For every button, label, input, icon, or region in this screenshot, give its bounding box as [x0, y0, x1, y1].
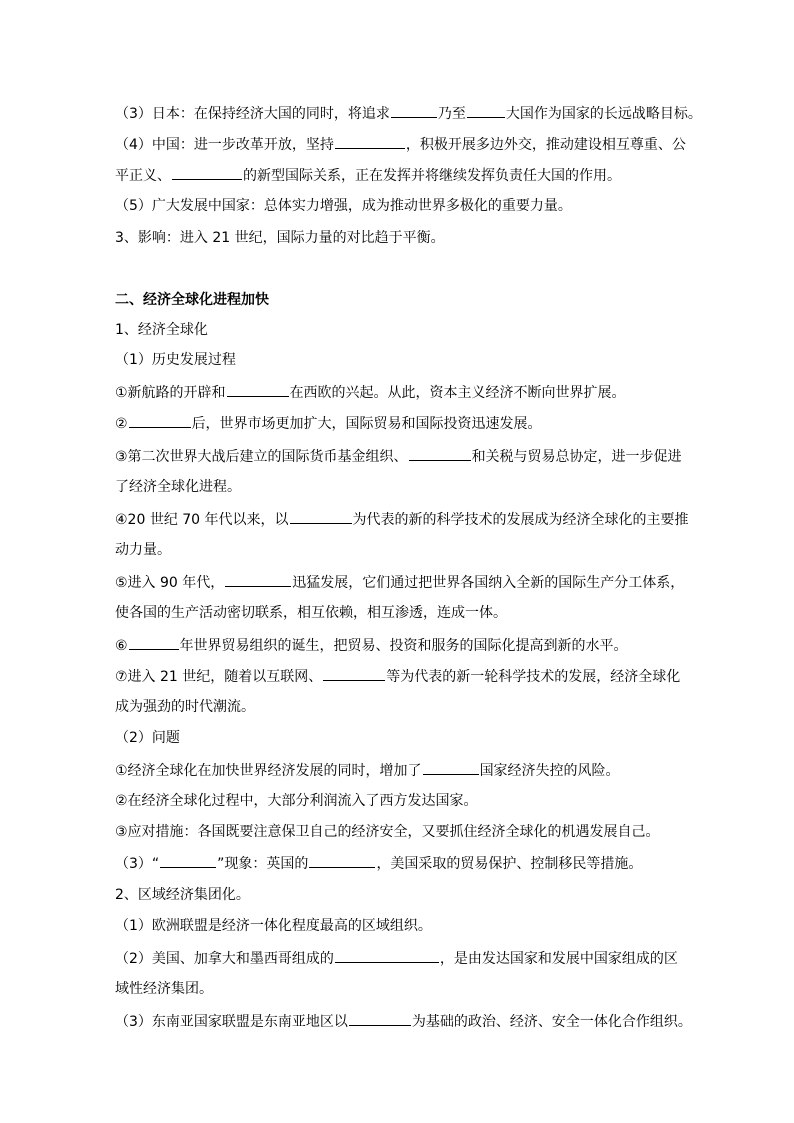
text-segment: 动力量。 — [115, 542, 171, 558]
text-segment: ④20 世纪 70 年代以来，以 — [115, 512, 289, 528]
text-segment: （2）美国、加拿大和墨西哥组成的 — [115, 951, 334, 967]
text-line — [115, 165, 695, 186]
text-line — [115, 320, 695, 340]
text-segment: ⑦进入 21 世纪，随着以互联网、 — [115, 669, 323, 685]
text-line — [115, 103, 702, 124]
text-segment: ①新航路的开辟和 — [115, 385, 226, 401]
text-segment: 了经济全球化进程。 — [115, 479, 241, 495]
text-line — [115, 413, 695, 434]
text-line — [115, 885, 695, 905]
text-line — [115, 382, 695, 403]
text-line — [115, 350, 695, 370]
fill-in-blank — [335, 948, 439, 963]
text-line — [115, 572, 695, 593]
text-segment: 成为强劲的时代潮流。 — [115, 699, 255, 715]
text-segment: ”现象：英国的 — [217, 856, 309, 872]
text-segment: 平正义、 — [115, 168, 171, 184]
fill-in-blank — [323, 666, 385, 681]
text-segment: ③应对措施：各国既要注意保卫自己的经济安全，又要抓住经济全球化的机遇发展自己。 — [115, 824, 660, 840]
text-line — [115, 1011, 695, 1032]
text-line — [115, 603, 695, 623]
text-segment: ①经济全球化在加快世界经济发展的同时，增加了 — [115, 763, 422, 779]
text-line — [115, 822, 695, 842]
text-segment: ⑥ — [115, 638, 128, 654]
text-line — [115, 791, 695, 811]
text-segment: （5）广大发展中国家：总体实力增强，成为推动世界多极化的重要力量。 — [115, 198, 572, 214]
text-line — [115, 446, 695, 467]
text-line — [115, 728, 695, 748]
text-line — [115, 916, 695, 936]
fill-in-blank — [160, 853, 216, 868]
text-segment: （4）中国：进一步改革开放，坚持 — [115, 137, 334, 153]
text-segment: 乃至 — [437, 106, 466, 122]
text-line — [115, 853, 695, 874]
text-segment: 3、影响：进入 21 世纪，国际力量的对比趋于平衡。 — [115, 230, 445, 246]
text-line — [115, 228, 695, 248]
text-segment: 的新型国际关系，正在发挥并将继续发挥负责任大国的作用。 — [243, 168, 621, 184]
fill-in-blank — [225, 572, 291, 587]
section-heading — [115, 290, 695, 310]
text-line — [115, 666, 695, 687]
text-segment: ，是由发达国家和发展中国家组成的区 — [439, 951, 678, 967]
text-line — [115, 979, 695, 999]
text-line — [115, 948, 695, 969]
fill-in-blank — [290, 509, 352, 524]
fill-in-blank — [129, 413, 191, 428]
text-segment: 年世界贸易组织的诞生，把贸易、投资和服务的国际化提高到新的水平。 — [179, 638, 628, 654]
text-segment: （3）“ — [115, 856, 160, 872]
text-line — [115, 635, 695, 656]
text-segment: ，积极开展多边外交，推动建设相互尊重、公 — [405, 137, 686, 153]
text-segment: ，美国采取的贸易保护、控制移民等措施。 — [376, 856, 643, 872]
text-segment: （1）历史发展过程 — [115, 352, 236, 368]
fill-in-blank — [335, 134, 405, 149]
text-line — [115, 509, 695, 530]
text-segment: 为代表的新的科学技术的发展成为经济全球化的主要推 — [352, 512, 689, 528]
fill-in-blank — [409, 446, 471, 461]
text-line — [115, 697, 695, 717]
text-segment: ②在经济全球化过程中，大部分利润流入了西方发达国家。 — [115, 793, 478, 809]
text-segment: ③第二次世界大战后建立的国际货币基金组织、 — [115, 449, 408, 465]
text-segment: 迅猛发展，它们通过把世界各国纳入全新的国际生产分工体系， — [292, 575, 685, 591]
text-segment: 国家经济失控的风险。 — [479, 763, 620, 779]
text-segment: ⑤进入 90 年代， — [115, 575, 225, 591]
fill-in-blank — [129, 635, 179, 650]
text-segment: 2、区域经济集团化。 — [115, 887, 250, 903]
text-segment: ② — [115, 416, 128, 432]
fill-in-blank — [227, 382, 289, 397]
text-segment: （3）东南亚国家联盟是东南亚地区以 — [115, 1014, 348, 1030]
text-segment: （1）欧洲联盟是经济一体化程度最高的区域组织。 — [115, 918, 432, 934]
text-segment: 1、经济全球化 — [115, 322, 208, 338]
fill-in-blank — [349, 1011, 411, 1026]
text-segment: 二、经济全球化进程加快 — [115, 292, 269, 308]
text-segment: 为基础的政治、经济、安全一体化合作组织。 — [411, 1014, 692, 1030]
text-segment: 和关税与贸易总协定，进一步促进 — [471, 449, 682, 465]
text-line — [115, 477, 695, 497]
fill-in-blank — [423, 760, 479, 775]
text-segment: （2）问题 — [115, 730, 180, 746]
fill-in-blank — [391, 103, 437, 118]
text-segment: 大国作为国家的长远战略目标。 — [505, 106, 702, 122]
text-line — [115, 134, 695, 155]
fill-in-blank — [172, 165, 242, 180]
text-line — [115, 196, 695, 216]
text-segment: 使各国的生产活动密切联系，相互依赖，相互渗透，连成一体。 — [115, 605, 507, 621]
text-segment: 后，世界市场更加扩大，国际贸易和国际投资迅速发展。 — [191, 416, 542, 432]
text-segment: 在西欧的兴起。从此，资本主义经济不断向世界扩展。 — [289, 385, 626, 401]
text-line — [115, 760, 695, 781]
text-segment: （3）日本：在保持经济大国的同时，将追求 — [115, 106, 390, 122]
text-segment: 域性经济集团。 — [115, 981, 213, 997]
text-line — [115, 540, 695, 560]
fill-in-blank — [467, 103, 505, 118]
fill-in-blank — [309, 853, 375, 868]
text-segment: 等为代表的新一轮科学技术的发展，经济全球化 — [386, 669, 681, 685]
